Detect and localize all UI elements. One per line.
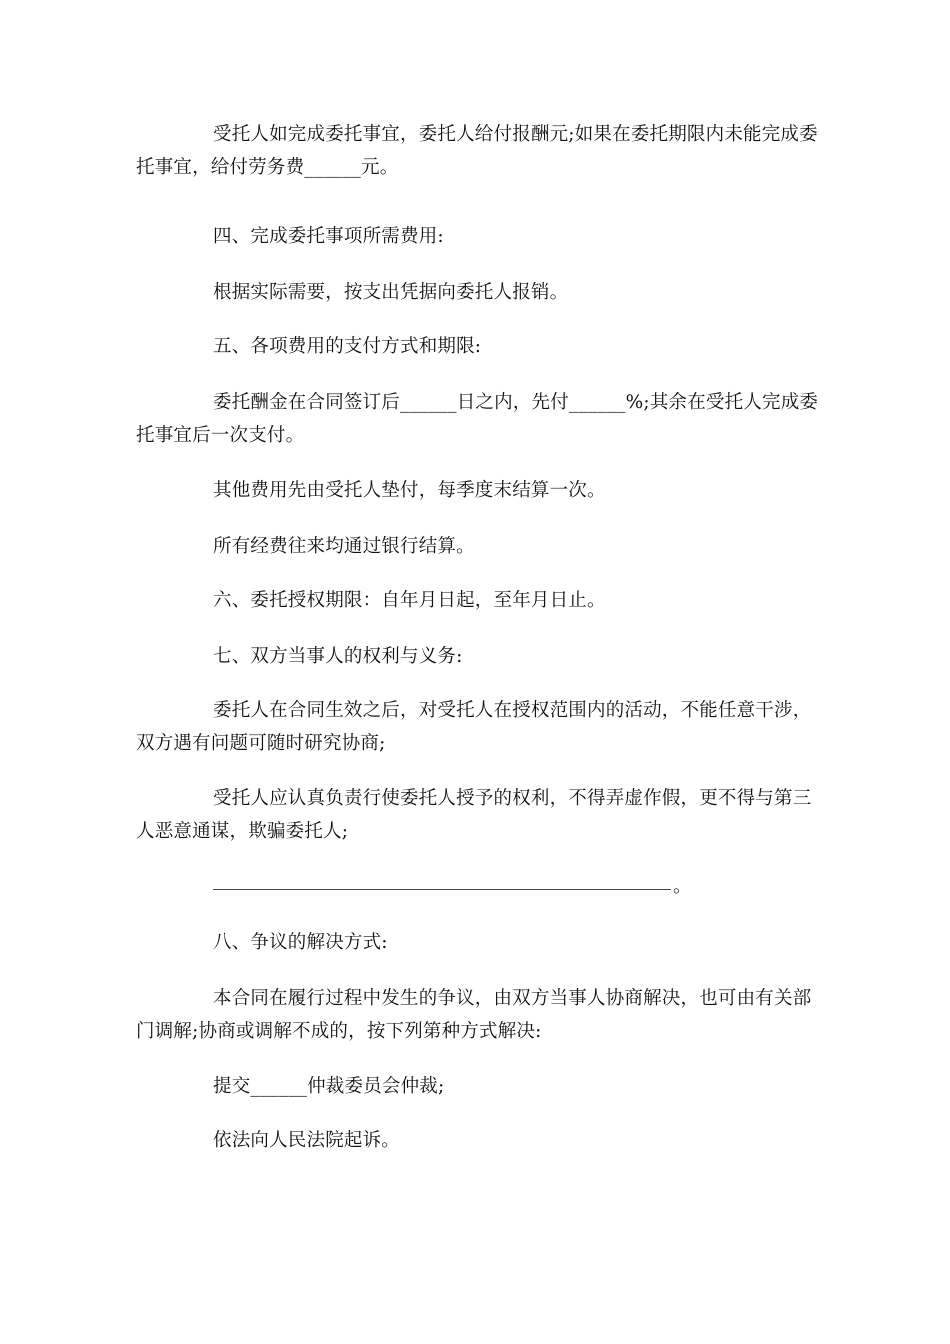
paragraph-dispute-resolution: 本合同在履行过程中发生的争议，由双方当事人协商解决，也可由有关部门调解;协商或调解不成的，按下列第种方式解决:: [136, 988, 812, 1042]
paragraph-litigation-option: 依法向人民法院起诉。: [213, 1130, 401, 1151]
heading-section-5: 五、各项费用的支付方式和期限:: [213, 336, 482, 357]
blank-line-period: 。: [673, 876, 692, 897]
heading-section-7: 七、双方当事人的权利与义务:: [213, 646, 463, 667]
paragraph-principal-duties: 委托人在合同生效之后，对受托人在授权范围内的活动，不能任意干涉，双方遇有问题可随时研究协商;: [136, 700, 812, 754]
paragraph-reimbursement: 根据实际需要，按支出凭据向委托人报销。: [213, 282, 569, 303]
paragraph-arbitration-option: 提交______仲裁委员会仲裁;: [213, 1076, 445, 1097]
heading-section-8: 八、争议的解决方式:: [213, 932, 388, 953]
heading-section-6: 六、委托授权期限：自年月日起，至年月日止。: [213, 590, 606, 611]
paragraph-agent-duties: 受托人应认真负责行使委托人授予的权利，不得弄虚作假，更不得与第三人恶意通谋，欺骗委托人;: [136, 788, 812, 842]
paragraph-other-expenses: 其他费用先由受托人垫付，每季度末结算一次。: [213, 480, 606, 501]
paragraph-bank-settlement: 所有经费往来均通过银行结算。: [213, 536, 475, 557]
paragraph-payment-terms: 委托酬金在合同签订后______日之内，先付______%;其余在受托人完成委托事宜后一次支付。: [136, 392, 819, 446]
paragraph-remuneration: 受托人如完成委托事宜，委托人给付报酬元;如果在委托期限内未能完成委托事宜，给付劳务费______元。: [136, 124, 818, 178]
heading-section-4: 四、完成委托事项所需费用:: [213, 226, 444, 247]
blank-fill-line: [213, 889, 671, 890]
